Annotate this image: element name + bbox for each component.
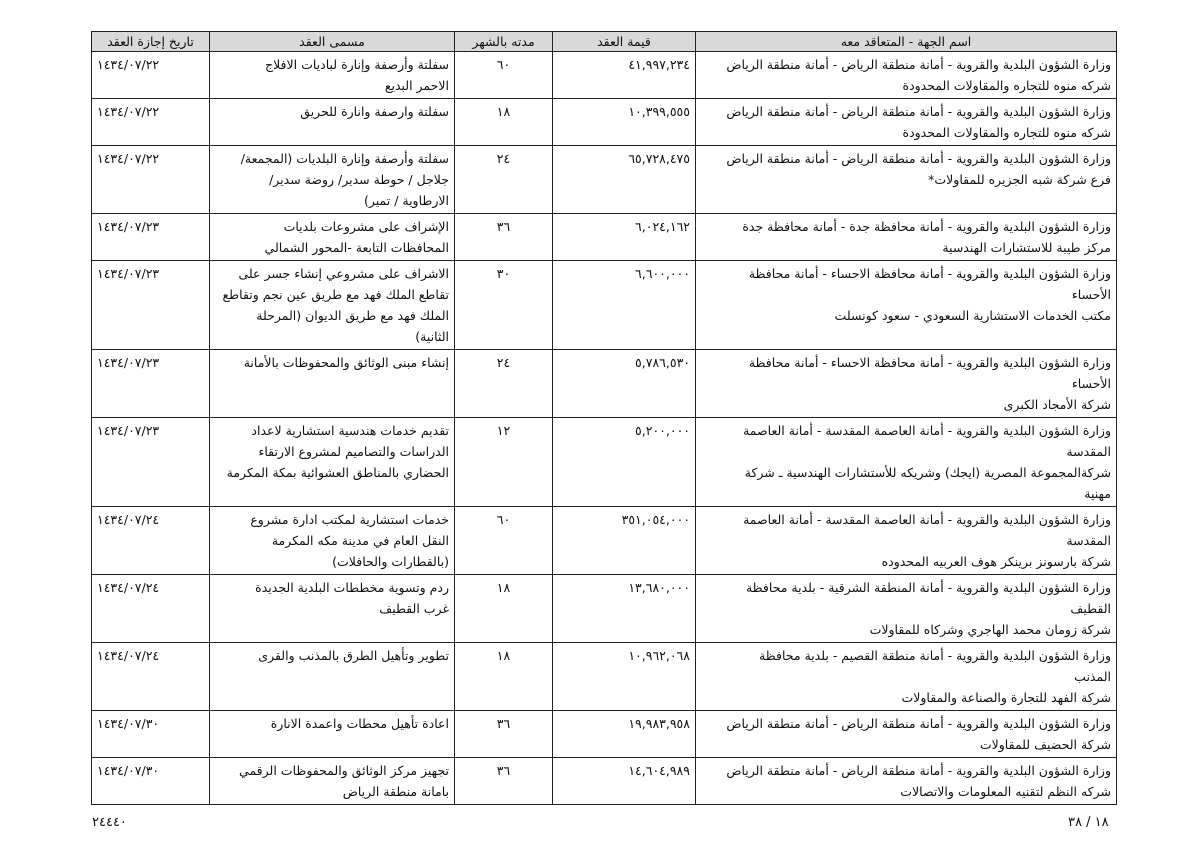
cell-contract-name-line: تجهيز مركز الوثائق والمحفوظات الرقمي [239, 763, 449, 778]
cell-contract-name [210, 146, 455, 214]
cell-entity-line: شركة الأمجاد الكبرى [1003, 397, 1111, 412]
cell-entity [696, 350, 1117, 418]
cell-approval-date: ١٤٣٤/٠٧/٢٣ [92, 350, 210, 418]
cell-approval-date: ١٤٣٤/٠٧/٣٠ [92, 711, 210, 758]
table-row [92, 350, 1117, 418]
cell-duration: ٢٤ [455, 146, 553, 214]
cell-entity-line: شركةالمجموعة المصرية (ايجك) وشريكه للأستشارات الهندسية ـ شركة [744, 465, 1111, 480]
cell-entity [696, 418, 1117, 507]
cell-value: ٦٥,٧٢٨,٤٧٥ [553, 146, 696, 214]
cell-approval-date: ١٤٣٤/٠٧/٢٣ [92, 214, 210, 261]
cell-entity-line: المذنب [1074, 669, 1111, 684]
header-entity: اسم الجهة - المتعاقد معه [696, 32, 1117, 52]
cell-contract-name [210, 711, 455, 758]
table-row [92, 711, 1117, 758]
table-row [92, 418, 1117, 507]
cell-contract-name-line: الإشراف على مشروعات بلديات [283, 219, 449, 234]
table-row [92, 146, 1117, 214]
cell-approval-date: ١٤٣٤/٠٧/٢٢ [92, 52, 210, 99]
cell-value: ١٩,٩٨٣,٩٥٨ [553, 711, 696, 758]
cell-entity-line: شركة زومان محمد الهاجري وشركاه للمقاولات [869, 622, 1111, 637]
cell-value: ٦,٠٢٤,١٦٢ [553, 214, 696, 261]
cell-contract-name-line: ردم وتسوية مخططات البلدية الجديدة [255, 580, 449, 595]
header-contract-name: مسمى العقد [210, 32, 455, 52]
cell-duration: ٣٠ [455, 261, 553, 350]
document-number: ٢٤٤٤٠ [92, 815, 127, 830]
cell-contract-name [210, 214, 455, 261]
cell-entity-line: القطيف [1070, 601, 1111, 616]
cell-contract-name-line: تقاطع الملك فهد مع طريق عين نجم وتقاطع [222, 287, 449, 302]
cell-entity-line: وزارة الشؤون البلدية والقروية - أمانة العاصمة المقدسة - أمانة العاصمة [743, 512, 1111, 527]
cell-duration: ١٨ [455, 643, 553, 711]
cell-value: ٥,٢٠٠,٠٠٠ [553, 418, 696, 507]
cell-entity-line: وزارة الشؤون البلدية والقروية - أمانة منطقة الرياض - أمانة منطقة الرياض [726, 104, 1111, 119]
header-value: قيمة العقد [553, 32, 696, 52]
cell-contract-name-line: المحافظات التابعة -المحور الشمالي [264, 240, 449, 255]
cell-value: ١٣,٦٨٠,٠٠٠ [553, 575, 696, 643]
cell-entity-line: وزارة الشؤون البلدية والقروية - أمانة منطقة الرياض - أمانة منطقة الرياض [726, 763, 1111, 778]
table-row [92, 261, 1117, 350]
cell-contract-name-line: تطوير وتأهيل الطرق بالمذنب والقرى [258, 648, 449, 663]
cell-contract-name [210, 52, 455, 99]
table-row [92, 575, 1117, 643]
cell-contract-name [210, 261, 455, 350]
cell-approval-date: ١٤٣٤/٠٧/٢٢ [92, 99, 210, 146]
cell-duration: ٦٠ [455, 507, 553, 575]
cell-entity [696, 261, 1117, 350]
cell-contract-name-line: بامانة منطقة الرياض [342, 784, 449, 799]
cell-entity-line: مهنية [1084, 486, 1111, 501]
cell-entity-line: وزارة الشؤون البلدية والقروية - أمانة منطقة الرياض - أمانة منطقة الرياض [726, 57, 1111, 72]
cell-contract-name-line: اعادة تأهيل محطات واعمدة الانارة [270, 716, 449, 731]
cell-entity [696, 52, 1117, 99]
cell-entity-line: المقدسة [1066, 533, 1111, 548]
cell-contract-name-line: الارطاوية / تمير) [363, 193, 449, 208]
cell-value: ٤١,٩٩٧,٢٣٤ [553, 52, 696, 99]
cell-entity-line: الأحساء [1071, 287, 1111, 302]
cell-contract-name [210, 575, 455, 643]
cell-entity-line: شركه النظم لتقنيه المعلومات والاتصالات [900, 784, 1111, 799]
cell-duration: ٣٦ [455, 711, 553, 758]
cell-contract-name [210, 99, 455, 146]
cell-contract-name-line: سفلتة وارصفة وانارة للحريق [300, 104, 449, 119]
cell-value: ٥,٧٨٦,٥٣٠ [553, 350, 696, 418]
cell-duration: ١٢ [455, 418, 553, 507]
cell-contract-name-line: سفلتة وأرصفة وإنارة لباديات الافلاج [265, 57, 449, 72]
cell-approval-date: ١٤٣٤/٠٧/٣٠ [92, 758, 210, 805]
table-row [92, 758, 1117, 805]
cell-entity-line: شركه منوه للتجاره والمقاولات المحدودة [902, 125, 1111, 140]
cell-entity-line: وزارة الشؤون البلدية والقروية - أمانة منطقة الرياض - أمانة منطقة الرياض [726, 151, 1111, 166]
cell-contract-name-line: خدمات استشارية لمكتب ادارة مشروع [250, 512, 449, 527]
cell-approval-date: ١٤٣٤/٠٧/٢٣ [92, 261, 210, 350]
header-duration: مدته بالشهر [455, 32, 553, 52]
cell-value: ٣٥١,٠٥٤,٠٠٠ [553, 507, 696, 575]
cell-entity-line: وزارة الشؤون البلدية والقروية - أمانة محافظة الاحساء - أمانة محافظة [748, 355, 1111, 370]
cell-approval-date: ١٤٣٤/٠٧/٢٣ [92, 418, 210, 507]
cell-duration: ٦٠ [455, 52, 553, 99]
cell-approval-date: ١٤٣٤/٠٧/٢٤ [92, 643, 210, 711]
page-number: ١٨ / ٣٨ [1068, 815, 1109, 830]
header-approval-date: تاريخ إجازة العقد [92, 32, 210, 52]
cell-entity-line: شركة الفهد للتجارة والصناعة والمقاولات [901, 690, 1111, 705]
cell-entity [696, 758, 1117, 805]
cell-entity-line: مكتب الخدمات الاستشارية السعودي - سعود كونسلت [834, 308, 1111, 323]
cell-entity-line: شركة بارسونز برينكر هوف العربيه المحدوده [881, 554, 1111, 569]
cell-entity [696, 643, 1117, 711]
cell-contract-name-line: الدراسات والتصاميم لمشروع الارتقاء [258, 444, 449, 459]
cell-contract-name-line: غرب القطيف [379, 601, 449, 616]
cell-contract-name-line: تقديم خدمات هندسية استشارية لاعداد [251, 423, 449, 438]
cell-contract-name [210, 418, 455, 507]
cell-contract-name-line: الثانية) [415, 329, 449, 344]
cell-duration: ٢٤ [455, 350, 553, 418]
cell-entity-line: مركز طيبة للاستشارات الهندسية [942, 240, 1111, 255]
cell-entity-line: وزارة الشؤون البلدية والقروية - أمانة المنطقة الشرقية - بلدية محافظة [745, 580, 1111, 595]
cell-entity [696, 99, 1117, 146]
cell-entity-line: المقدسة [1066, 444, 1111, 459]
cell-value: ١٠,٩٦٢,٠٦٨ [553, 643, 696, 711]
cell-contract-name-line: الاشراف على مشروعي إنشاء جسر على [238, 266, 449, 281]
cell-duration: ١٨ [455, 99, 553, 146]
cell-contract-name [210, 643, 455, 711]
table-header-row [92, 32, 1117, 52]
cell-entity-line: شركة الحضيف للمقاولات [979, 737, 1111, 752]
cell-contract-name [210, 507, 455, 575]
cell-entity-line: وزارة الشؤون البلدية والقروية - أمانة منطقة القصيم - بلدية محافظة [759, 648, 1111, 663]
table-body [92, 52, 1117, 805]
table-row [92, 214, 1117, 261]
cell-entity [696, 146, 1117, 214]
cell-entity-line: وزارة الشؤون البلدية والقروية - أمانة محافظة الاحساء - أمانة محافظة [748, 266, 1111, 281]
cell-entity-line: شركه منوه للتجاره والمقاولات المحدودة [902, 78, 1111, 93]
cell-contract-name-line: الحضاري بالمناطق العشوائية بمكة المكرمة [226, 465, 449, 480]
cell-contract-name [210, 758, 455, 805]
cell-duration: ٣٦ [455, 214, 553, 261]
table-row [92, 507, 1117, 575]
cell-contract-name-line: الملك فهد مع طريق الديوان (المرحلة [256, 308, 449, 323]
cell-contract-name-line: إنشاء مبنى الوثائق والمحفوظات بالأمانة [243, 355, 449, 370]
contracts-table [91, 31, 1117, 805]
cell-contract-name-line: النقل العام في مدينة مكه المكرمة [271, 533, 449, 548]
cell-duration: ١٨ [455, 575, 553, 643]
table-row [92, 52, 1117, 99]
cell-entity-line: وزارة الشؤون البلدية والقروية - أمانة منطقة الرياض - أمانة منطقة الرياض [726, 716, 1111, 731]
cell-contract-name [210, 350, 455, 418]
cell-entity-line: الأحساء [1071, 376, 1111, 391]
cell-entity-line: وزارة الشؤون البلدية والقروية - أمانة محافظة جدة - أمانة محافظة جدة [742, 219, 1111, 234]
table-row [92, 99, 1117, 146]
cell-value: ٦,٦٠٠,٠٠٠ [553, 261, 696, 350]
cell-contract-name-line: (بالقطارات والحافلات) [332, 554, 449, 569]
cell-entity [696, 711, 1117, 758]
cell-approval-date: ١٤٣٤/٠٧/٢٤ [92, 575, 210, 643]
cell-contract-name-line: سفلتة وأرصفة وإنارة البلديات (المجمعة/ [240, 151, 449, 166]
cell-approval-date: ١٤٣٤/٠٧/٢٤ [92, 507, 210, 575]
cell-entity [696, 214, 1117, 261]
cell-approval-date: ١٤٣٤/٠٧/٢٢ [92, 146, 210, 214]
table-row [92, 643, 1117, 711]
cell-contract-name-line: الاحمر البديع [384, 78, 449, 93]
cell-entity [696, 507, 1117, 575]
cell-contract-name-line: جلاجل / حوطة سدير/ روضة سدير/ [269, 172, 449, 187]
cell-duration: ٣٦ [455, 758, 553, 805]
cell-entity-line: وزارة الشؤون البلدية والقروية - أمانة العاصمة المقدسة - أمانة العاصمة [743, 423, 1111, 438]
cell-entity [696, 575, 1117, 643]
cell-value: ١٤,٦٠٤,٩٨٩ [553, 758, 696, 805]
cell-value: ١٠,٣٩٩,٥٥٥ [553, 99, 696, 146]
cell-entity-line: فرع شركة شبه الجزيره للمقاولات* [928, 172, 1111, 187]
